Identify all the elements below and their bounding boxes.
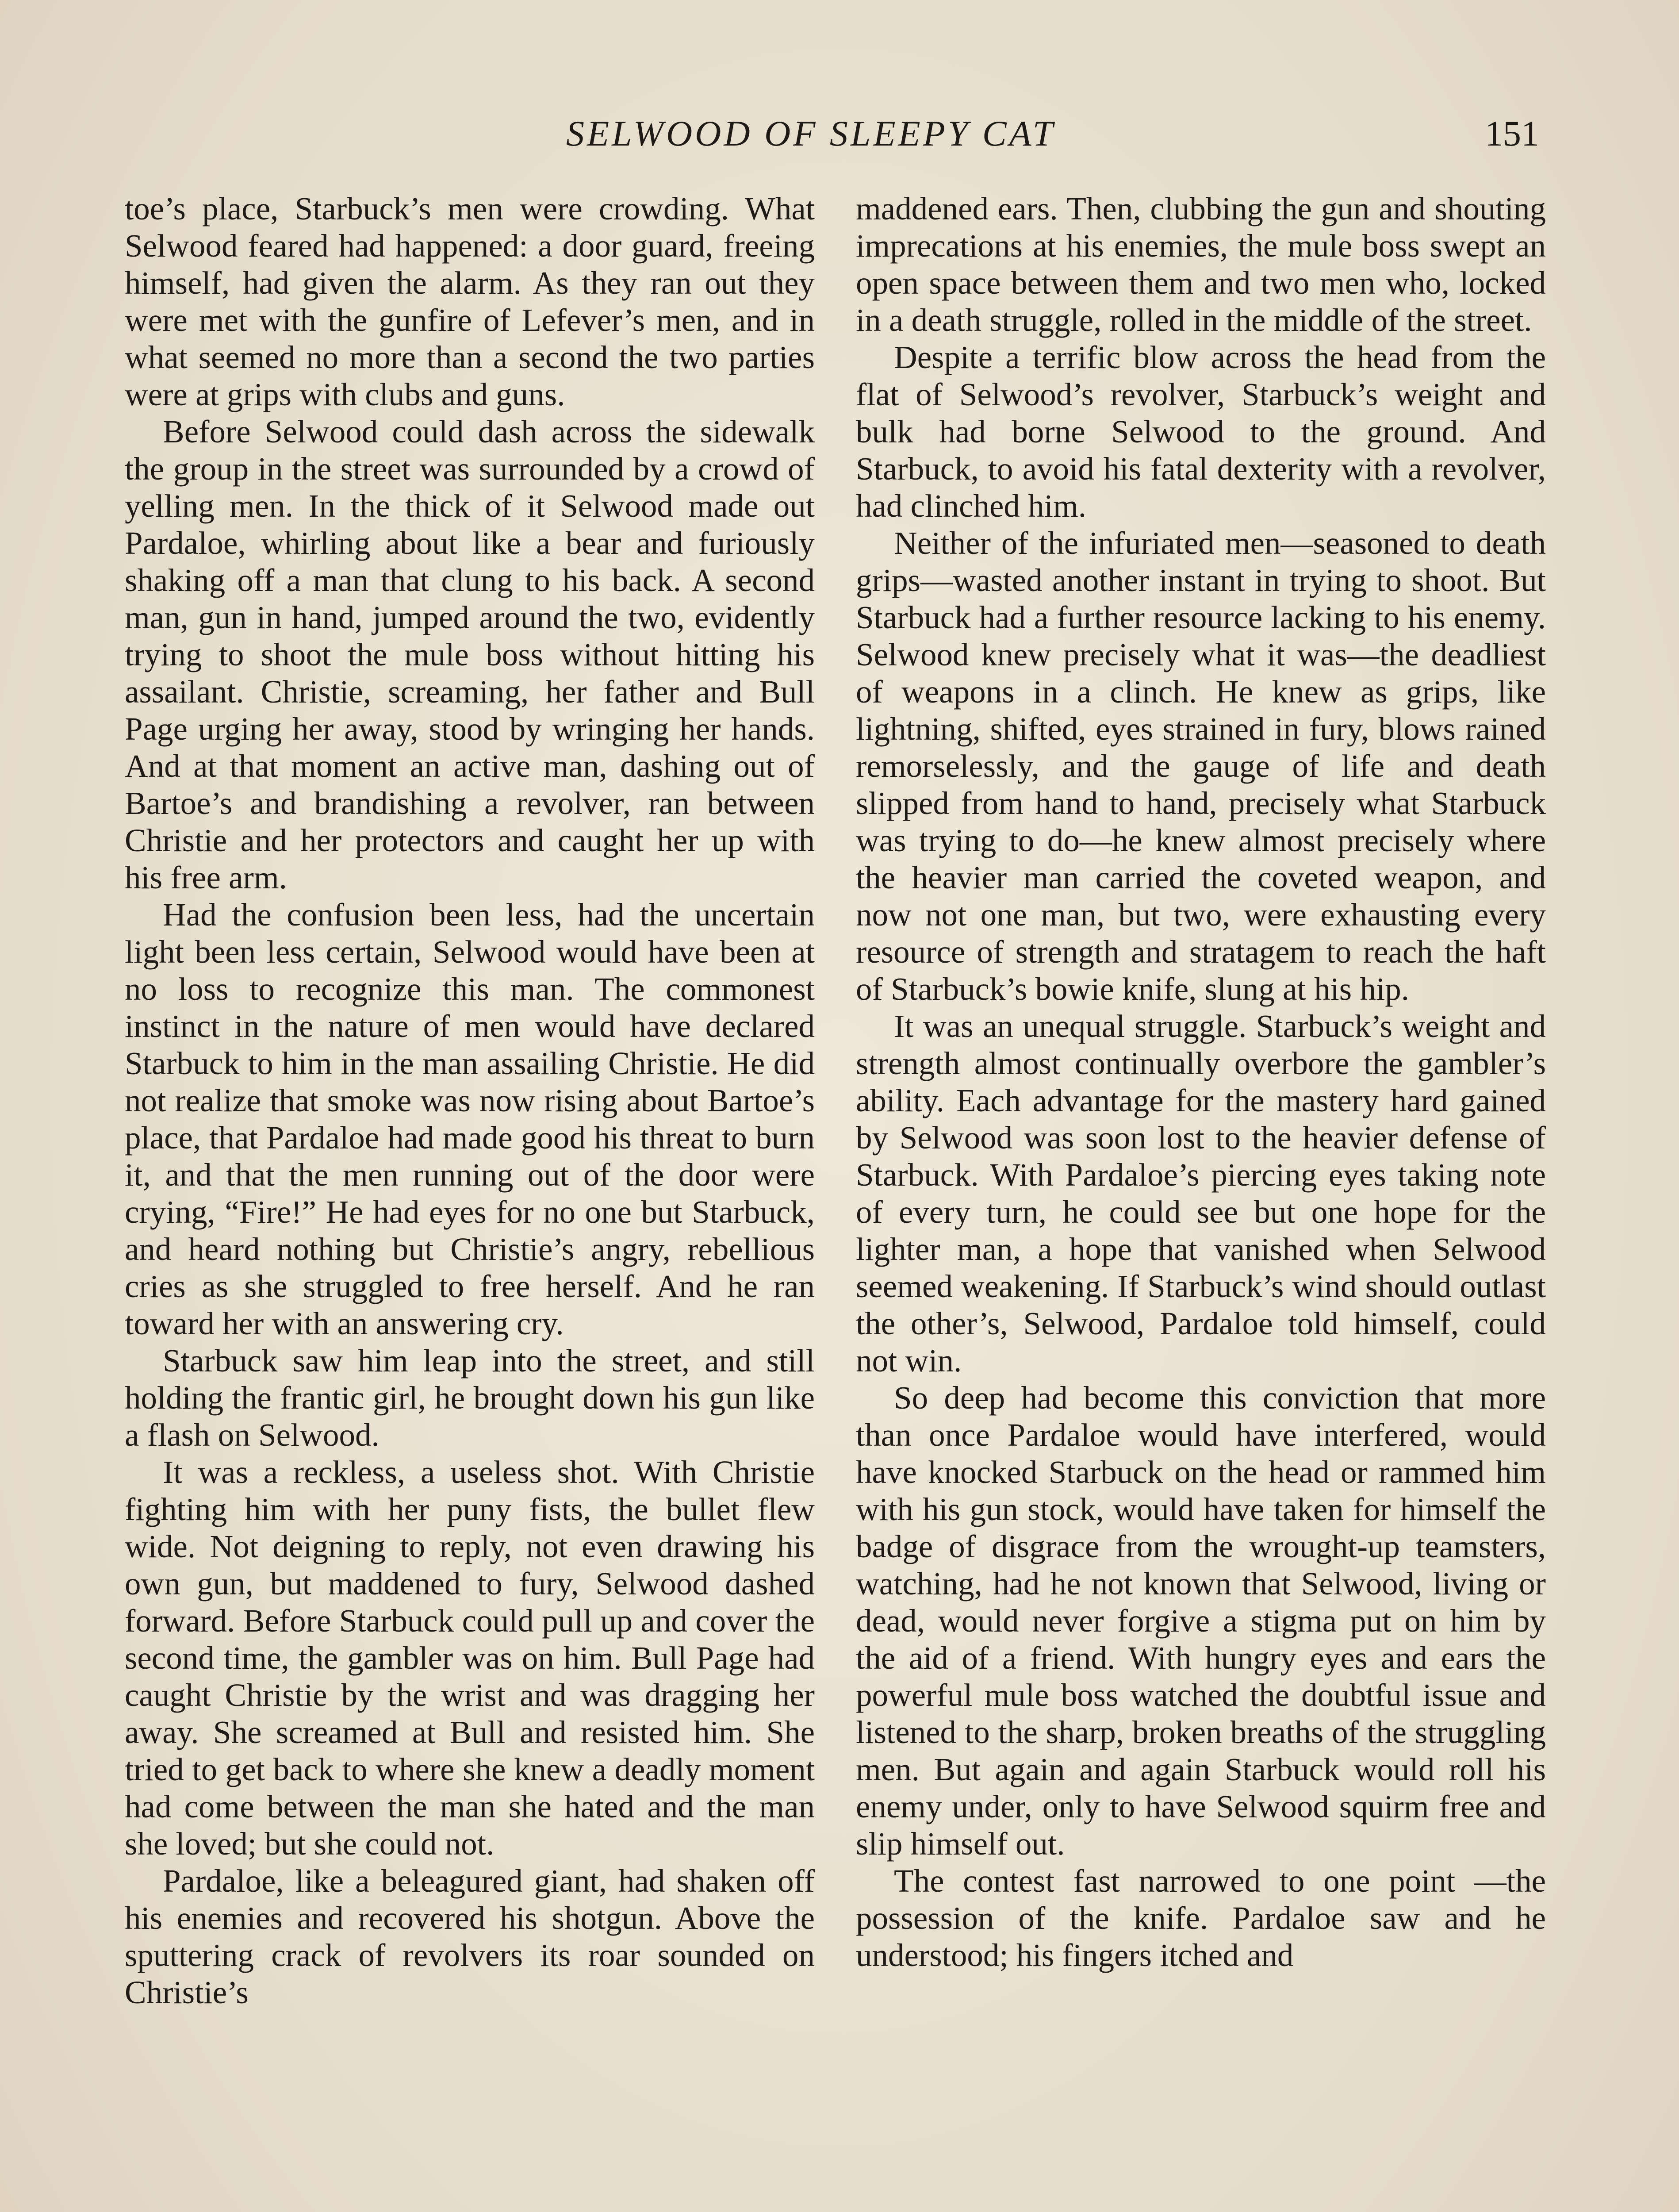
right-column [856,190,1546,1974]
paragraph: Before Selwood could dash across the sidewalk the group in the street was surrounded by a crowd of yelling men. In the thick of it Selwood made out Pardaloe, whirling about like a bear and furiously shaking off a man that clung to his back. A second man, gun in hand, jumped around the two, evidently trying to shoot the mule boss without hitting his assailant. Christie, screaming, her father and Bull Page urging her away, stood by wringing her hands. And at that moment an active man, dashing out of Bartoe’s and brandishing a revolver, ran between Christie and her protectors and caught her up with his free arm. [125,414,815,895]
page-number: 151 [1485,113,1539,154]
paragraph: It was a reckless, a useless shot. With Christie fighting him with her puny fists, the bullet flew wide. Not deigning to reply, not even drawing his own gun, but maddened to fury, Selwood dashed forward. Before Starbuck could pull up and cover the second time, the gambler was on him. Bull Page had caught Christie by the wrist and was dragging her away. She screamed at Bull and resisted him. She tried to get back to where she knew a deadly moment had come between the man she hated and the man she loved; but she could not. [125,1454,815,1862]
paragraph: Starbuck saw him leap into the street, and still holding the frantic girl, he brought down his gun like a flash on Selwood. [125,1343,815,1453]
left-column [125,190,815,2011]
paragraph: Despite a terrific blow across the head from the flat of Selwood’s revolver, Starbuck’s weight and bulk had borne Selwood to the ground. And Starbuck, to avoid his fatal dexterity with a revolver, had clinched him. [856,339,1546,524]
paragraph: The contest fast narrowed to one point —the possession of the knife. Pardaloe saw and he understood; his fingers itched and [856,1863,1546,1973]
paragraph: It was an unequal struggle. Starbuck’s weight and strength almost continually overbore the gambler’s ability. Each advantage for the mastery hard gained by Selwood was soon lost to the heavier defense of Starbuck. With Pardaloe’s piercing eyes taking note of every turn, he could see but one hope for the lighter man, a hope that vanished when Selwood seemed weakening. If Starbuck’s wind should outlast the other’s, Selwood, Pardaloe told himself, could not win. [856,1008,1546,1379]
paragraph: Had the confusion been less, had the uncertain light been less certain, Selwood would have been at no loss to recognize this man. The commonest instinct in the nature of men would have declared Starbuck to him in the man assailing Christie. He did not realize that smoke was now rising about Bartoe’s place, that Pardaloe had made good his threat to burn it, and that the men running out of the door were crying, “Fire!” He had eyes for no one but Starbuck, and heard nothing but Christie’s angry, rebellious cries as she struggled to free herself. And he ran toward her with an answering cry. [125,897,815,1341]
running-title: SELWOOD OF SLEEPY CAT [566,113,1056,154]
paragraph: maddened ears. Then, clubbing the gun and shouting imprecations at his enemies, the mule boss swept an open space between them and two men who, locked in a death struggle, rolled in the middle of the street. [856,191,1546,338]
paragraph: Pardaloe, like a beleagured giant, had shaken off his enemies and recovered his shotgun. Above the sputtering crack of revolvers its roar sounded on Christie’s [125,1863,815,2010]
paragraph: Neither of the infuriated men—seasoned to death grips—wasted another instant in trying to shoot. But Starbuck had a further resource lacking to his enemy. Selwood knew precisely what it was—the deadliest of weapons in a clinch. He knew as grips, like lightning, shifted, eyes strained in fury, blows rained remorselessly, and the gauge of life and death slipped from hand to hand, precisely what Starbuck was trying to do—he knew almost precisely where the heavier man carried the coveted weapon, and now not one man, but two, were exhausting every resource of strength and stratagem to reach the haft of Starbuck’s bowie knife, slung at his hip. [856,525,1546,1007]
page-header [566,113,1539,166]
paragraph: toe’s place, Starbuck’s men were crowding. What Selwood feared had happened: a door guard, freeing himself, had given the alarm. As they ran out they were met with the gunfire of Lefever’s men, and in what seemed no more than a second the two parties were at grips with clubs and guns. [125,191,815,412]
paragraph: So deep had become this conviction that more than once Pardaloe would have interfered, would have knocked Starbuck on the head or rammed him with his gun stock, would have taken for himself the badge of disgrace from the wrought-up teamsters, watching, had he not known that Selwood, living or dead, would never forgive a stigma put on him by the aid of a friend. With hungry eyes and ears the powerful mule boss watched the doubtful issue and listened to the sharp, broken breaths of the struggling men. But again and again Starbuck would roll his enemy under, only to have Selwood squirm free and slip himself out. [856,1380,1546,1862]
